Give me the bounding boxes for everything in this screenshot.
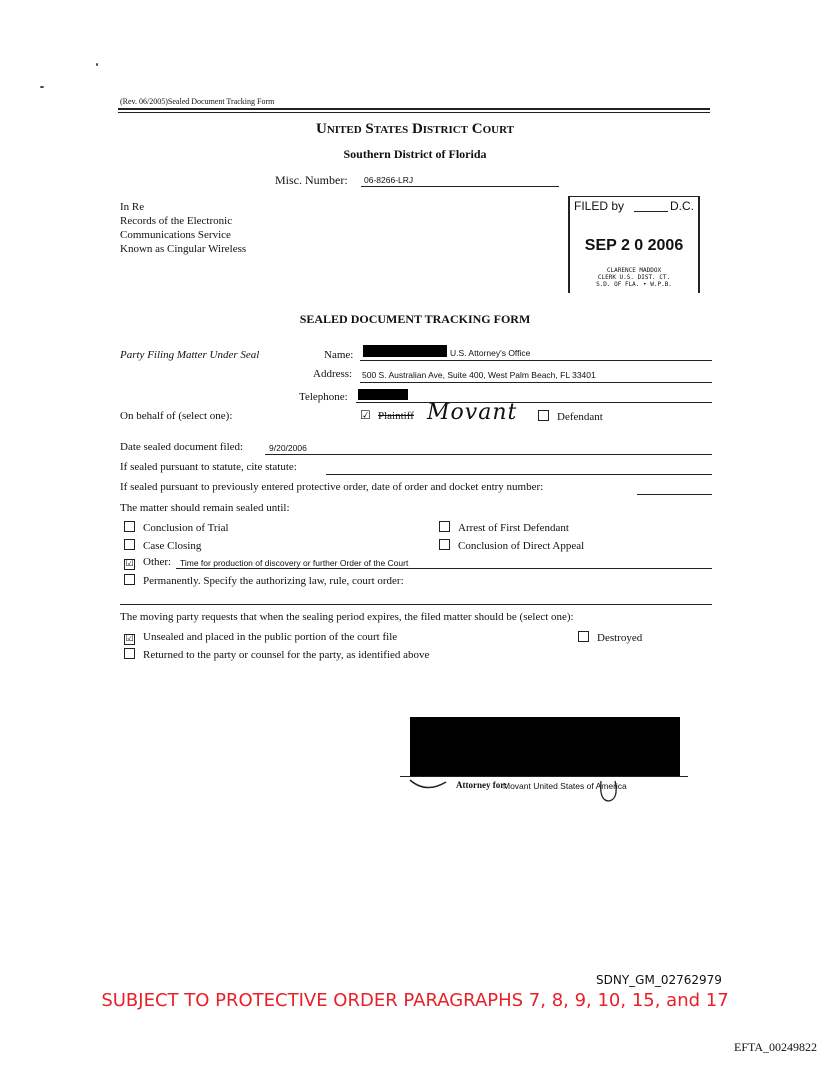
misc-number-value: 06-8266-LRJ	[364, 175, 414, 185]
stamp-clerk-line: CLERK U.S. DIST. CT.	[597, 274, 671, 281]
destroyed-checkbox[interactable]	[578, 631, 589, 642]
date-filed-label: Date sealed document filed:	[120, 441, 244, 453]
party-label: Party Filing Matter Under Seal	[120, 349, 260, 361]
caption-line: Known as Cingular Wireless	[120, 243, 247, 255]
bates-number: SDNY_GM_02762979	[596, 973, 722, 987]
conclusion-trial-checkbox[interactable]	[124, 521, 135, 532]
other-label: Other:	[143, 556, 172, 568]
other-value: Time for production of discovery or further Order of the Court	[180, 558, 409, 568]
plaintiff-struck: Plaintiff	[378, 410, 414, 422]
name-label: Name:	[324, 349, 354, 361]
stamp-filed-line	[634, 211, 668, 212]
caption-line: Records of the Electronic	[120, 215, 233, 227]
stamp-clerk-line: CLARENCE MADDOX	[606, 267, 662, 274]
option-conclusion-trial	[124, 521, 229, 534]
protective-order-label: If sealed pursuant to previously entered protective order, date of order and docket entry number:	[120, 481, 544, 493]
option-case-closing	[124, 539, 201, 552]
unsealed-label: Unsealed and placed in the public portion of the court file	[143, 631, 398, 643]
option-unsealed	[124, 631, 397, 645]
unsealed-checkbox[interactable]: ☑	[125, 634, 134, 644]
conclusion-appeal-checkbox[interactable]	[439, 539, 450, 550]
other-line	[176, 568, 712, 569]
caption-line: Communications Service	[120, 229, 231, 241]
stamp-clerk	[570, 267, 698, 288]
statute-line	[326, 474, 712, 475]
misc-number-label: Misc. Number:	[275, 173, 348, 187]
filed-stamp	[568, 196, 700, 293]
case-caption	[120, 200, 246, 256]
caption-line: In Re	[120, 201, 145, 213]
header-rule	[118, 108, 710, 110]
scan-speck	[96, 63, 98, 66]
behalf-label: On behalf of (select one):	[120, 410, 233, 422]
returned-label: Returned to the party or counsel for the party, as identified above	[143, 649, 430, 661]
case-closing-checkbox[interactable]	[124, 539, 135, 550]
court-name: United States District Court	[315, 121, 514, 137]
statute-label: If sealed pursuant to statute, cite statute:	[120, 461, 297, 473]
returned-checkbox[interactable]	[124, 648, 135, 659]
case-closing-label: Case Closing	[143, 540, 202, 552]
conclusion-appeal-label: Conclusion of Direct Appeal	[458, 540, 585, 552]
arrest-checkbox[interactable]	[439, 521, 450, 532]
option-other	[124, 556, 171, 570]
efta-number: EFTA_00249822	[734, 1040, 818, 1054]
protective-order-line	[637, 494, 712, 495]
section-rule	[120, 604, 712, 605]
other-checkbox[interactable]: ☑	[125, 559, 134, 569]
arrest-label: Arrest of First Defendant	[458, 522, 569, 534]
scan-speck	[40, 86, 44, 88]
stamp-dc: D.C.	[670, 199, 694, 213]
form-title: SEALED DOCUMENT TRACKING FORM	[299, 312, 531, 326]
address-line	[360, 382, 712, 383]
defendant-label: Defendant	[557, 411, 603, 423]
attorney-for-label: Attorney for:	[456, 780, 508, 790]
stamp-filed-by: FILED by	[574, 199, 625, 213]
expire-label: The moving party requests that when the sealing period expires, the filed matter should be (select one):	[120, 611, 574, 623]
telephone-line	[356, 402, 712, 403]
remain-label: The matter should remain sealed until:	[120, 502, 290, 514]
name-value: U.S. Attorney's Office	[450, 348, 531, 358]
attorney-for-value: Movant United States of America	[503, 781, 627, 791]
name-redaction	[363, 345, 447, 357]
stamp-date: SEP 2 0 2006	[584, 237, 684, 254]
defendant-checkbox[interactable]	[538, 410, 549, 421]
court-district: Southern District of Florida	[343, 147, 487, 161]
permanently-label: Permanently. Specify the authorizing law, rule, court order:	[143, 575, 404, 587]
signature-redaction	[410, 717, 680, 777]
option-destroyed	[578, 631, 642, 644]
form-revision: (Rev. 06/2005)Sealed Document Tracking Form	[120, 97, 275, 106]
conclusion-trial-label: Conclusion of Trial	[143, 522, 229, 534]
option-conclusion-appeal	[439, 539, 584, 552]
header-rule-thin	[118, 112, 710, 113]
date-filed-value: 9/20/2006	[269, 443, 307, 453]
protective-order-notice: SUBJECT TO PROTECTIVE ORDER PARAGRAPHS 7, 8, 9, 10, 15, and 17	[101, 990, 729, 1011]
name-line	[360, 360, 712, 361]
address-label: Address:	[313, 368, 353, 380]
handwritten-movant: Movant	[427, 400, 518, 425]
misc-number-line	[361, 186, 559, 187]
option-arrest	[439, 521, 569, 534]
plaintiff-checkbox[interactable]: ☑	[360, 408, 371, 422]
destroyed-label: Destroyed	[597, 632, 643, 644]
address-value: 500 S. Australian Ave, Suite 400, West Palm Beach, FL 33401	[362, 370, 596, 380]
signature-loop	[593, 777, 623, 807]
date-filed-line	[265, 454, 712, 455]
defendant-option	[538, 410, 603, 423]
telephone-redaction	[358, 389, 408, 400]
permanently-checkbox[interactable]	[124, 574, 135, 585]
stamp-clerk-line: S.D. OF FLA. • W.P.B.	[596, 281, 672, 288]
option-permanently	[124, 574, 404, 587]
option-returned	[124, 648, 429, 661]
telephone-label: Telephone:	[299, 391, 348, 403]
